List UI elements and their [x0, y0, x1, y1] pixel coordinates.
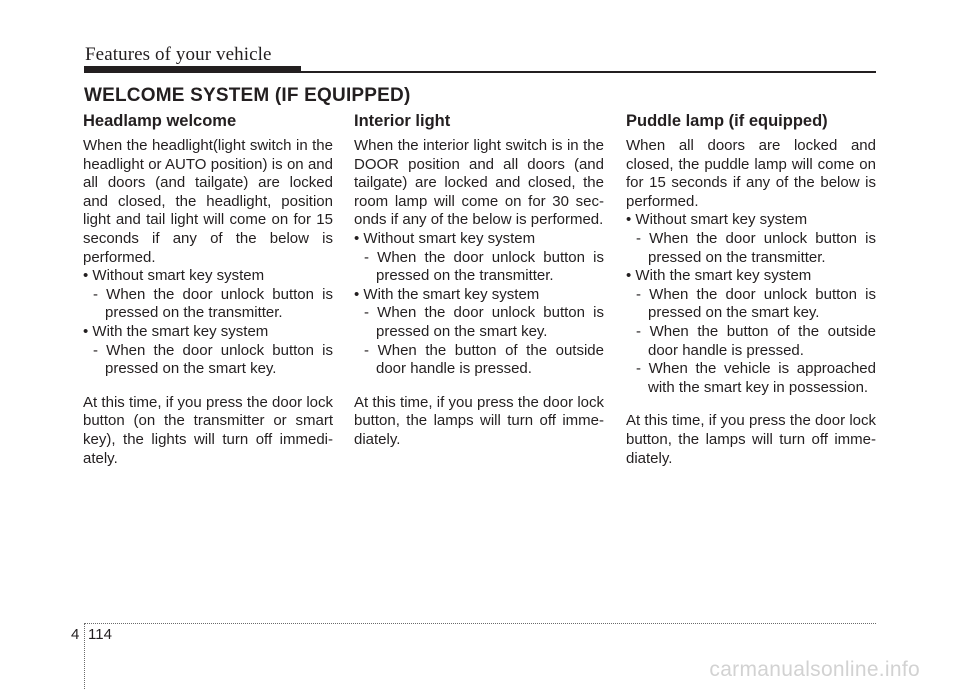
column-outro: At this time, if you press the door lock button, the lamps will turn off imme-diately.	[354, 393, 604, 448]
header-rule	[84, 71, 876, 73]
page-header-title: Features of your vehicle	[85, 44, 272, 65]
page-number-value: 114	[88, 626, 112, 643]
column-heading: Headlamp welcome	[83, 112, 237, 130]
bullet-item: • Without smart key system	[626, 211, 876, 230]
column-intro: When the headlight(light switch in the headlight or AUTO position) is on and all doors (and tailgate) are locked and closed, the headlight, position light and tail light will come on for 15 seconds if any of the below is performed.	[83, 137, 333, 266]
column-interior-light	[354, 111, 604, 450]
bullet-item: • With the smart key system	[626, 267, 876, 286]
bullet-item: • Without smart key system	[354, 230, 604, 249]
watermark-text: carmanualsonline.info	[709, 658, 920, 681]
sub-item: - When the door unlock button is pressed on the smart key.	[364, 304, 604, 340]
sub-item: - When the door unlock button is pressed on the transmitter.	[636, 229, 876, 266]
bullet-item: • With the smart key system	[354, 286, 604, 305]
footer-rule	[84, 623, 876, 625]
column-puddle-lamp	[626, 111, 876, 468]
sub-item: - When the button of the outside door handle is pressed.	[364, 341, 604, 378]
sub-item: - When the vehicle is approached with the smart key in possession.	[636, 360, 876, 396]
column-headlamp-welcome	[83, 111, 333, 468]
sub-item: - When the door unlock button is pressed on the smart key.	[636, 285, 876, 322]
column-heading: Puddle lamp (if equipped)	[626, 112, 828, 130]
sub-item: - When the button of the outside door handle is pressed.	[636, 322, 876, 359]
column-intro: When all doors are locked and closed, the puddle lamp will come on for 15 seconds if any of the below is performed.	[626, 137, 876, 210]
section-title: WELCOME SYSTEM (IF EQUIPPED)	[84, 85, 411, 106]
column-heading: Interior light	[354, 112, 451, 130]
sub-item: - When the door unlock button is pressed on the transmitter.	[364, 248, 604, 285]
bullet-item: • With the smart key system	[83, 323, 333, 342]
bullet-item: • Without smart key system	[83, 267, 333, 286]
sub-item: - When the door unlock button is pressed on the transmitter.	[93, 285, 333, 322]
column-intro: When the interior light switch is in the DOOR position and all doors (and tailgate) are locked and closed, the room lamp will come on for 30 sec-onds if any of the below is performed.	[354, 137, 604, 229]
column-outro: At this time, if you press the door lock button (on the transmitter or smart key), the lights will turn off immedi-ately.	[83, 393, 333, 467]
sub-item: - When the door unlock button is pressed on the smart key.	[93, 341, 333, 378]
chapter-number: 4	[71, 626, 80, 643]
column-outro: At this time, if you press the door lock button, the lamps will turn off imme-diately.	[626, 412, 876, 467]
footer-divider	[84, 623, 85, 689]
